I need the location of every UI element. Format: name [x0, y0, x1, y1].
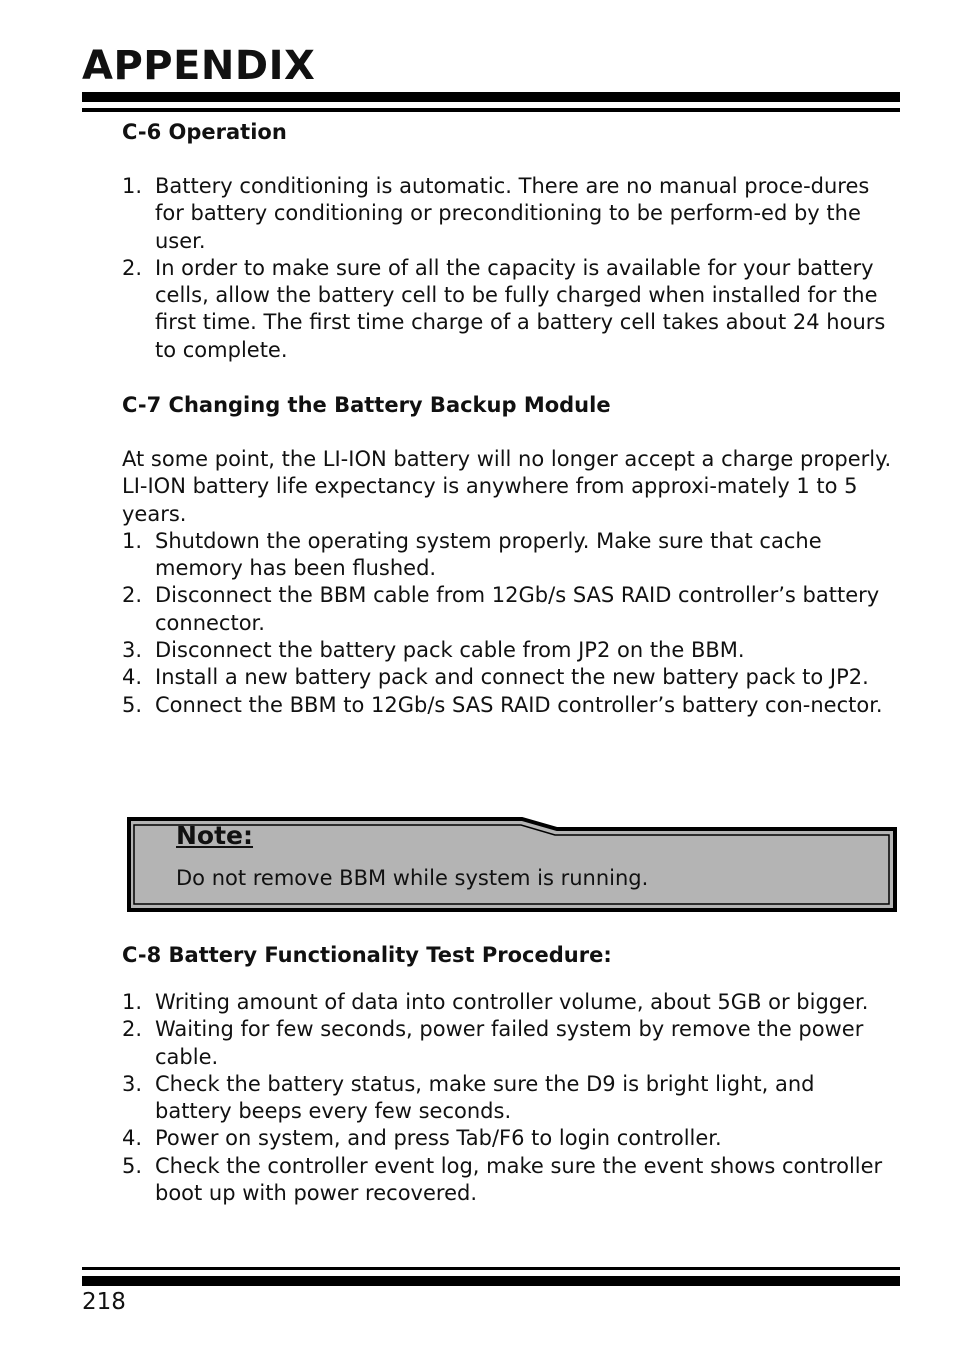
c6-step-list: [122, 173, 892, 364]
section-c7-body: [122, 446, 892, 719]
list-item: [122, 528, 892, 583]
c8-step-list: [122, 989, 892, 1207]
header-rule-thin: [82, 108, 900, 112]
list-item: [122, 989, 892, 1016]
step-number: 2.: [122, 583, 143, 608]
list-item: [122, 173, 892, 255]
footer-rule-thick: [82, 1276, 900, 1286]
section-heading-c7: C-7 Changing the Battery Backup Module: [122, 393, 611, 417]
list-item: [122, 255, 892, 364]
note-title: Note:: [176, 821, 254, 850]
step-text: Check the controller event log, make sure the event shows controller boot up with power recovered.: [155, 1153, 883, 1206]
list-item: [122, 582, 892, 637]
step-number: 4.: [122, 1126, 143, 1151]
header-rule-thick: [82, 92, 900, 102]
list-item: [122, 637, 892, 664]
step-text: Writing amount of data into controller volume, about 5GB or bigger.: [155, 990, 869, 1014]
section-heading-c6: C-6 Operation: [122, 120, 287, 144]
section-c6-body: [122, 173, 892, 364]
list-item: [122, 1071, 892, 1126]
step-number: 5.: [122, 1153, 143, 1178]
step-text: Install a new battery pack and connect the new battery pack to JP2.: [155, 665, 869, 690]
section-heading-c8: C-8 Battery Functionality Test Procedure:: [122, 943, 612, 967]
step-number: 2.: [122, 1017, 143, 1042]
step-text: Check the battery status, make sure the D9 is bright light, and battery beeps every few seconds.: [155, 1071, 815, 1124]
footer-rule-thin: [82, 1267, 900, 1270]
step-text: Disconnect the BBM cable from 12Gb/s SAS RAID controller’s battery connector.: [155, 583, 880, 635]
note-text: Do not remove BBM while system is running.: [176, 866, 649, 890]
step-number: 1.: [122, 174, 143, 198]
step-number: 4.: [122, 665, 143, 690]
step-text: In order to make sure of all the capacity is available for your battery cells, allow the battery cell to be fully charged when installed for the first time. The first time charge of a battery cell takes about 24 hours to complete.: [155, 255, 886, 362]
step-text: Connect the BBM to 12Gb/s SAS RAID controller’s battery con-nector.: [155, 692, 883, 717]
list-item: [122, 1016, 892, 1071]
step-text: Battery conditioning is automatic. There are no manual proce-dures for battery conditioning or preconditioning to be perform-ed by the user.: [155, 174, 870, 253]
list-item: [122, 1125, 892, 1152]
step-number: 5.: [122, 692, 143, 717]
step-text: Power on system, and press Tab/F6 to login controller.: [155, 1126, 722, 1151]
list-item: [122, 692, 892, 719]
section-intro: At some point, the LI-ION battery will no longer accept a charge properly. LI-ION battery life expectancy is anywhere from approxi-mately 1 to 5 years.: [122, 447, 892, 526]
page-title: APPENDIX: [82, 43, 316, 89]
c7-step-list: [122, 528, 892, 719]
list-item: [122, 664, 892, 691]
step-number: 3.: [122, 1071, 143, 1096]
step-number: 2.: [122, 255, 143, 280]
step-number: 3.: [122, 638, 143, 663]
section-c8-body: [122, 989, 892, 1207]
step-number: 1.: [122, 528, 143, 553]
step-text: Waiting for few seconds, power failed system by remove the power cable.: [155, 1017, 864, 1069]
list-item: [122, 1153, 892, 1208]
step-text: Disconnect the battery pack cable from JP2 on the BBM.: [155, 638, 745, 663]
step-number: 1.: [122, 990, 143, 1014]
page-number: 218: [82, 1289, 126, 1315]
step-text: Shutdown the operating system properly. Make sure that cache memory has been flushed.: [155, 528, 822, 581]
